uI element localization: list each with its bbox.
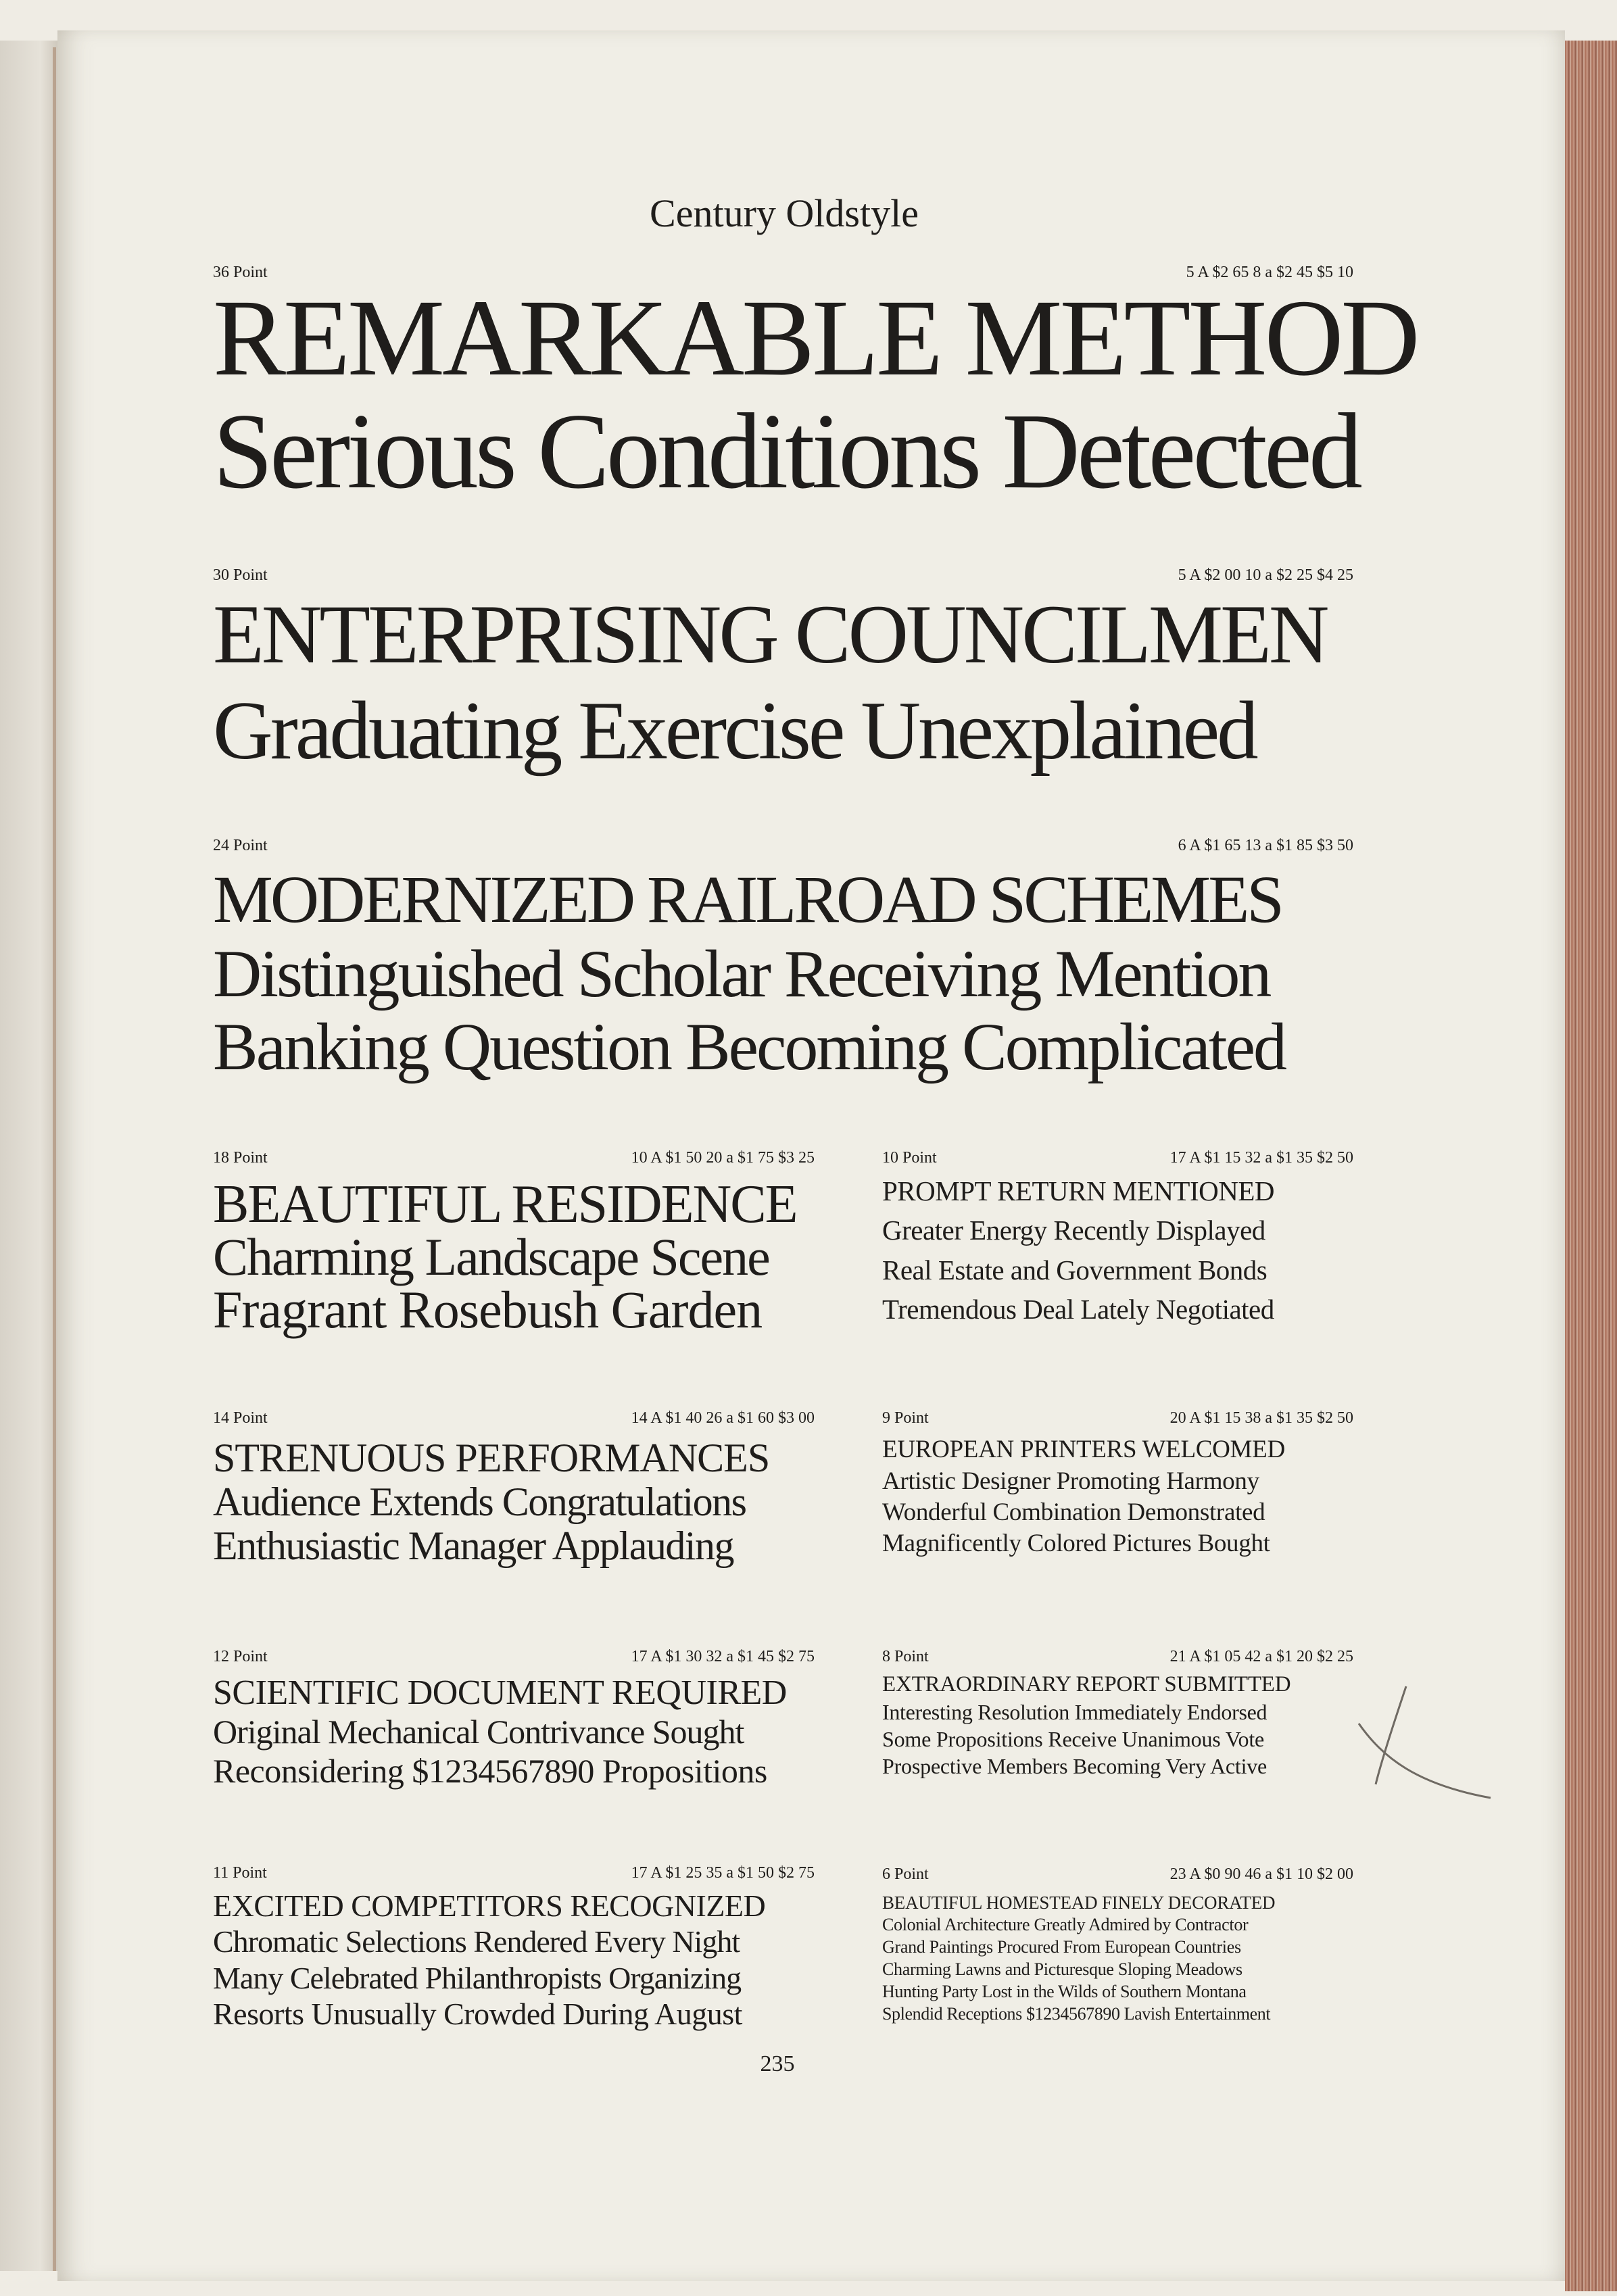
book-left-edge xyxy=(0,41,57,2271)
specimen-line: Magnificently Colored Pictures Bought xyxy=(882,1530,1270,1557)
price-label: 17 A $1 30 32 a $1 45 $2 75 xyxy=(631,1648,815,1665)
specimen-line: PROMPT RETURN MENTIONED xyxy=(882,1175,1274,1206)
specimen-line: Distinguished Scholar Receiving Mention xyxy=(213,936,1270,1011)
size-label: 9 Point xyxy=(882,1409,929,1427)
page-title: Century Oldstyle xyxy=(650,191,919,235)
specimen-line: EXCITED COMPETITORS RECOGNIZED xyxy=(213,1888,766,1923)
specimen-line: Interesting Resolution Immediately Endorsed xyxy=(882,1700,1268,1724)
specimen-line: Resorts Unusually Crowded During August xyxy=(213,1997,742,2031)
price-label: 17 A $1 25 35 a $1 50 $2 75 xyxy=(631,1864,815,1882)
specimen-line: Tremendous Deal Lately Negotiated xyxy=(882,1294,1274,1325)
size-label: 10 Point xyxy=(882,1149,937,1167)
pencil-mark-icon xyxy=(1355,1683,1497,1805)
price-label: 5 A $2 65 8 a $2 45 $5 10 xyxy=(1186,264,1353,281)
size-label: 8 Point xyxy=(882,1648,929,1665)
book-page-edges xyxy=(1565,41,1617,2291)
specimen-line: Hunting Party Lost in the Wilds of Southern Montana xyxy=(882,1982,1247,2001)
specimen-line: ENTERPRISING COUNCILMEN xyxy=(213,588,1327,681)
specimen-line: EUROPEAN PRINTERS WELCOMED xyxy=(882,1436,1285,1463)
size-label: 30 Point xyxy=(213,566,268,584)
specimen-line: Wonderful Combination Demonstrated xyxy=(882,1498,1265,1526)
specimen-line: Artistic Designer Promoting Harmony xyxy=(882,1467,1259,1495)
price-label: 21 A $1 05 42 a $1 20 $2 25 xyxy=(1169,1648,1353,1665)
size-label: 36 Point xyxy=(213,264,268,281)
specimen-line: BEAUTIFUL RESIDENCE xyxy=(213,1175,797,1234)
size-label: 6 Point xyxy=(882,1865,929,1883)
specimen-line: Original Mechanical Contrivance Sought xyxy=(213,1713,744,1751)
size-label: 14 Point xyxy=(213,1409,268,1427)
page-number: 235 xyxy=(760,2051,795,2076)
specimen-line: Many Celebrated Philanthropists Organizing xyxy=(213,1961,742,1995)
specimen-line: Graduating Exercise Unexplained xyxy=(213,684,1256,777)
specimen-line: Audience Extends Congratulations xyxy=(213,1480,746,1524)
specimen-line: MODERNIZED RAILROAD SCHEMES xyxy=(213,862,1282,937)
specimen-line: Fragrant Rosebush Garden xyxy=(213,1280,763,1339)
price-label: 23 A $0 90 46 a $1 10 $2 00 xyxy=(1169,1865,1353,1883)
specimen-line: STRENUOUS PERFORMANCES xyxy=(213,1436,770,1480)
specimen-line: Charming Landscape Scene xyxy=(213,1227,769,1286)
price-label: 6 A $1 65 13 a $1 85 $3 50 xyxy=(1178,837,1353,854)
price-label: 14 A $1 40 26 a $1 60 $3 00 xyxy=(631,1409,815,1427)
book-spine xyxy=(53,47,56,2271)
specimen-line: Chromatic Selections Rendered Every Night xyxy=(213,1924,740,1959)
specimen-line: REMARKABLE METHOD xyxy=(213,278,1418,399)
specimen-line: Grand Paintings Procured From European Countries xyxy=(882,1937,1241,1957)
size-label: 24 Point xyxy=(213,837,268,854)
specimen-line: Charming Lawns and Picturesque Sloping Meadows xyxy=(882,1959,1242,1979)
specimen-line: BEAUTIFUL HOMESTEAD FINELY DECORATED xyxy=(882,1892,1276,1913)
specimen-line: SCIENTIFIC DOCUMENT REQUIRED xyxy=(213,1674,787,1712)
price-label: 17 A $1 15 32 a $1 35 $2 50 xyxy=(1169,1149,1353,1167)
specimen-line: Banking Question Becoming Complicated xyxy=(213,1009,1285,1084)
size-label: 18 Point xyxy=(213,1149,268,1167)
price-label: 5 A $2 00 10 a $2 25 $4 25 xyxy=(1178,566,1353,584)
specimen-line: Greater Energy Recently Displayed xyxy=(882,1215,1265,1246)
price-label: 10 A $1 50 20 a $1 75 $3 25 xyxy=(631,1149,815,1167)
price-label: 20 A $1 15 38 a $1 35 $2 50 xyxy=(1169,1409,1353,1427)
specimen-line: Real Estate and Government Bonds xyxy=(882,1254,1268,1286)
specimen-line: Splendid Receptions $1234567890 Lavish Entertainment xyxy=(882,2004,1271,2024)
specimen-line: Some Propositions Receive Unanimous Vote xyxy=(882,1727,1265,1751)
specimen-line: EXTRAORDINARY REPORT SUBMITTED xyxy=(882,1672,1291,1696)
specimen-line: Reconsidering $1234567890 Propositions xyxy=(213,1752,767,1790)
specimen-line: Serious Conditions Detected xyxy=(213,391,1359,511)
specimen-line: Prospective Members Becoming Very Active xyxy=(882,1754,1268,1778)
specimen-line: Enthusiastic Manager Applauding xyxy=(213,1523,734,1568)
size-label: 11 Point xyxy=(213,1864,267,1882)
specimen-line: Colonial Architecture Greatly Admired by Contractor xyxy=(882,1915,1249,1934)
size-label: 12 Point xyxy=(213,1648,268,1665)
